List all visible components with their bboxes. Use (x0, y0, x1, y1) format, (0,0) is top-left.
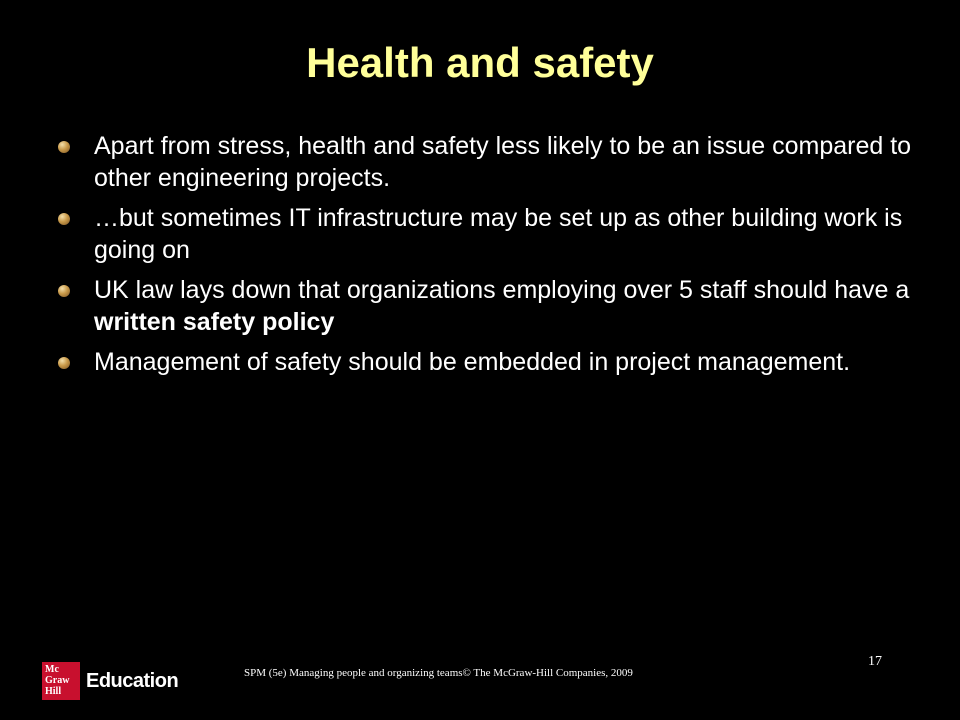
bullet-item (56, 202, 916, 266)
bullet-text: Apart from stress, health and safety less likely to be an issue compared to other engineering projects. (94, 132, 912, 192)
bullet-emphasis: written safety policy (94, 308, 335, 336)
footer-citation: SPM (5e) Managing people and organizing teams© The McGraw-Hill Companies, 2009 (244, 667, 633, 679)
bullet-text: …but sometimes IT infrastructure may be set up as other building work is going on (94, 204, 903, 264)
mcgraw-hill-logo-icon (42, 662, 80, 700)
page-number: 17 (868, 654, 882, 669)
bullet-text: UK law lays down that organizations employing over 5 staff should have a (94, 276, 910, 304)
logo-line-1: Mc (45, 664, 59, 675)
bullet-list (56, 130, 916, 386)
publisher-logo (42, 662, 178, 700)
bullet-icon (58, 141, 70, 153)
bullet-item (56, 346, 916, 378)
bullet-icon (58, 213, 70, 225)
bullet-item (56, 274, 916, 338)
logo-word: Education (86, 669, 179, 692)
bullet-item (56, 130, 916, 194)
bullet-icon (58, 285, 70, 297)
logo-line-2: Graw (45, 675, 70, 686)
bullet-text: Management of safety should be embedded in project management. (94, 348, 851, 376)
logo-line-3: Hill (45, 686, 62, 697)
bullet-icon (58, 357, 70, 369)
slide-title: Health and safety (306, 39, 654, 86)
